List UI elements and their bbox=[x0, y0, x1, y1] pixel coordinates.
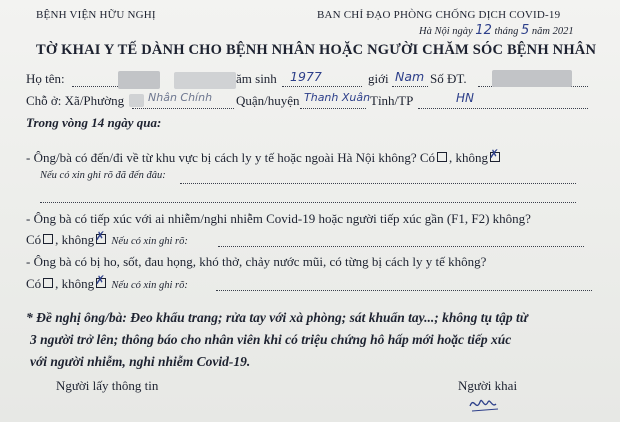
birth-label: ăm sinh bbox=[236, 71, 277, 86]
question-1-text: - Ông/bà có đến/đi về từ khu vực bị cách ly y tế hoặc ngoài Hà Nội không? Có bbox=[26, 150, 436, 165]
q2-note-dotline bbox=[218, 246, 584, 247]
ward-redaction bbox=[129, 94, 144, 107]
phone-label: Số ĐT. bbox=[430, 71, 467, 86]
hospital-name: BỆNH VIỆN HỮU NGHỊ bbox=[36, 9, 156, 21]
declarant-signature bbox=[468, 394, 508, 414]
q3-no-label: , không bbox=[55, 276, 95, 291]
q1-no-tick-icon: ✗ bbox=[489, 147, 500, 161]
q1-note-dotline bbox=[180, 183, 576, 184]
date-month: 5 bbox=[521, 23, 530, 38]
q2-yes-label: Có bbox=[26, 232, 42, 247]
q2-yes-checkbox[interactable] bbox=[43, 234, 53, 244]
question-1 bbox=[26, 147, 502, 166]
receiver-label: Người lấy thông tin bbox=[56, 378, 159, 393]
recommend-line-2: 3 người trở lên; thông báo cho nhân viên khi có triệu chứng hô hấp mới hoặc tiếp xúc bbox=[30, 332, 512, 347]
declarant-label: Người khai bbox=[458, 378, 518, 393]
q2-note: Nếu có xin ghi rõ: bbox=[111, 236, 188, 247]
district-value: Thanh Xuân bbox=[304, 91, 371, 104]
district-dotline bbox=[300, 108, 366, 109]
recommend-line-1: * Đề nghị ông/bà: Đeo khẩu trang; rửa tay với xà phòng; sát khuẩn tay...; không tụ tập từ bbox=[26, 310, 528, 325]
date-year: năm 2021 bbox=[531, 26, 574, 37]
q3-note: Nếu có xin ghi rõ: bbox=[111, 280, 188, 291]
question-2-answer bbox=[26, 229, 188, 248]
q1-extra-dotline bbox=[40, 202, 576, 203]
q1-no-checkbox[interactable] bbox=[489, 147, 500, 162]
province-label: Tỉnh/TP bbox=[370, 93, 414, 108]
province-value: HN bbox=[456, 91, 474, 105]
q3-yes-checkbox[interactable] bbox=[43, 278, 53, 288]
recommend-line-3: với người nhiễm, nghi nhiễm Covid-19. bbox=[30, 354, 251, 369]
q2-no-checkbox[interactable] bbox=[95, 229, 106, 244]
q3-note-dotline bbox=[216, 290, 592, 291]
date-prefix: Hà Nội ngày bbox=[419, 26, 473, 37]
q1-no-label: , không bbox=[449, 150, 489, 165]
q2-no-tick-icon: ✗ bbox=[95, 229, 106, 243]
form-title: TỜ KHAI Y TẾ DÀNH CHO BỆNH NHÂN HOẶC NGƯỜI CHĂM SÓC BỆNH NHÂN bbox=[36, 42, 597, 58]
ward-dotline bbox=[132, 108, 234, 109]
question-2-text: - Ông bà có tiếp xúc với ai nhiễm/nghi nhiễm Covid-19 hoặc người tiếp xúc gần (F1, F2) không? bbox=[26, 211, 531, 226]
birth-value: 1977 bbox=[290, 69, 322, 84]
q2-no-label: , không bbox=[55, 232, 95, 247]
q1-yes-checkbox[interactable] bbox=[437, 152, 447, 162]
name-redaction bbox=[118, 71, 160, 89]
district-label: Quận/huyện bbox=[236, 93, 300, 108]
gender-value: Nam bbox=[395, 69, 425, 84]
question-3-answer bbox=[26, 273, 188, 292]
question-1-note: Nếu có xin ghi rõ đã đến đâu: bbox=[40, 170, 166, 181]
date-month-label: tháng bbox=[494, 26, 519, 37]
ward-value: Nhân Chính bbox=[148, 91, 213, 104]
province-dotline bbox=[418, 108, 588, 109]
name-label: Họ tên: bbox=[26, 71, 65, 86]
phone-redaction bbox=[492, 70, 572, 87]
gender-dotline bbox=[392, 86, 428, 87]
date-line bbox=[419, 23, 574, 38]
q3-no-tick-icon: ✗ bbox=[95, 273, 106, 287]
gender-label: giới bbox=[368, 71, 389, 86]
question-3-text: - Ông bà có bị ho, sốt, đau họng, khó thở, chảy nước mũi, có từng bị cách ly y tế không? bbox=[26, 254, 487, 269]
q3-yes-label: Có bbox=[26, 276, 42, 291]
name-redaction-2 bbox=[174, 72, 236, 89]
period-heading: Trong vòng 14 ngày qua: bbox=[26, 115, 162, 130]
q3-no-checkbox[interactable] bbox=[95, 273, 106, 288]
birth-dotline bbox=[282, 86, 362, 87]
committee-name: BAN CHỈ ĐẠO PHÒNG CHỐNG DỊCH COVID-19 bbox=[317, 9, 561, 21]
ward-label: Chỗ ở: Xã/Phường bbox=[26, 93, 125, 108]
date-day: 12 bbox=[475, 23, 492, 38]
